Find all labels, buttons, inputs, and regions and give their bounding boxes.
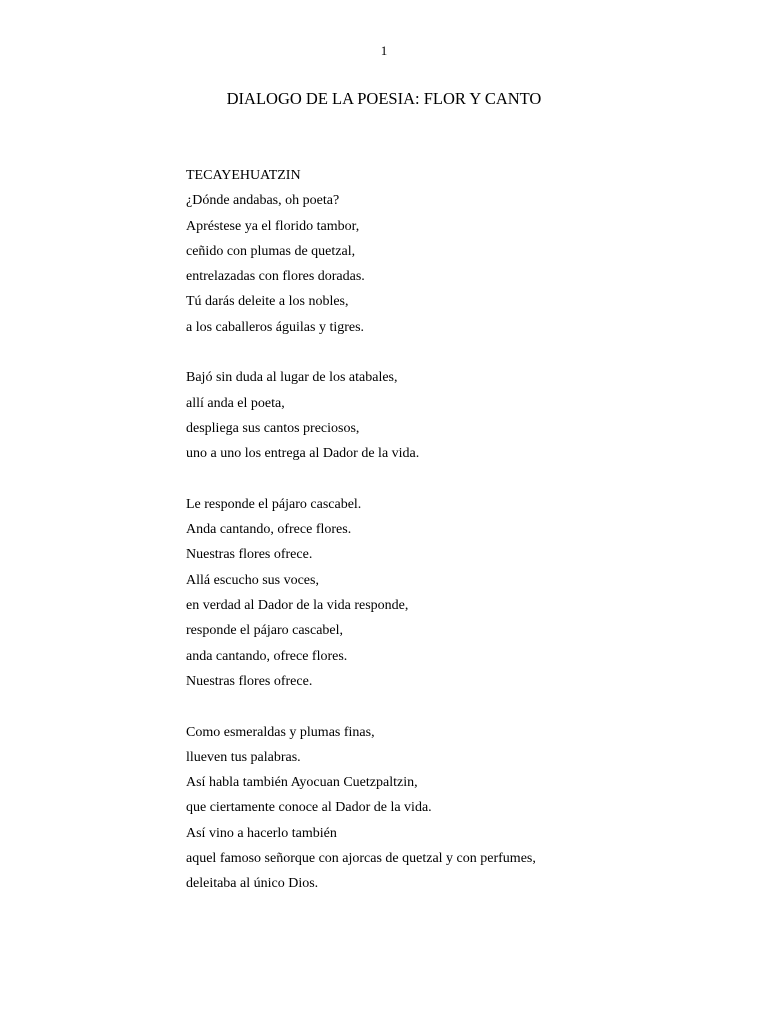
poem-line: ¿Dónde andabas, oh poeta? <box>186 193 340 209</box>
poem-line: responde el pájaro cascabel, <box>186 623 344 639</box>
poem-line: entrelazadas con flores doradas. <box>186 269 365 285</box>
poem-line: ceñido con plumas de quetzal, <box>186 243 356 259</box>
poem-line: aquel famoso señorque con ajorcas de quetzal y con perfumes, <box>186 851 536 867</box>
stanza <box>186 368 746 469</box>
poem-line: allí anda el poeta, <box>186 395 285 411</box>
poem-line: Nuestras flores ofrece. <box>186 547 313 563</box>
poem-line: anda cantando, ofrece flores. <box>186 648 348 664</box>
poem-line: Anda cantando, ofrece flores. <box>186 522 352 538</box>
poem-line: uno a uno los entrega al Dador de la vida. <box>186 446 420 462</box>
poem-line: Así habla también Ayocuan Cuetzpaltzin, <box>186 775 418 791</box>
poem-line: Así vino a hacerlo también <box>186 825 337 841</box>
document-title: DIALOGO DE LA POESIA: FLOR Y CANTO <box>226 89 542 108</box>
poem-body <box>186 166 746 925</box>
poem-line: Allá escucho sus voces, <box>186 572 319 588</box>
poem-line: Como esmeraldas y plumas finas, <box>186 724 375 740</box>
stanza <box>186 723 746 900</box>
poem-line: en verdad al Dador de la vida responde, <box>186 598 409 614</box>
poem-line: Bajó sin duda al lugar de los atabales, <box>186 370 398 386</box>
stanza <box>186 495 746 697</box>
poem-line: despliega sus cantos preciosos, <box>186 420 360 436</box>
speaker-name: TECAYEHUATZIN <box>186 168 301 183</box>
poem-line: Tú darás deleite a los nobles, <box>186 294 349 310</box>
poem-line: a los caballeros águilas y tigres. <box>186 319 365 335</box>
poem-line: Le responde el pájaro cascabel. <box>186 496 362 512</box>
page-number: 1 <box>380 43 388 58</box>
poem-line: Nuestras flores ofrece. <box>186 673 313 689</box>
poem-line: deleitaba al único Dios. <box>186 876 319 892</box>
poem-line: Apréstese ya el florido tambor, <box>186 218 360 234</box>
poem-line: que ciertamente conoce al Dador de la vida. <box>186 800 432 816</box>
stanza <box>186 191 746 343</box>
poem-line: llueven tus palabras. <box>186 749 301 765</box>
